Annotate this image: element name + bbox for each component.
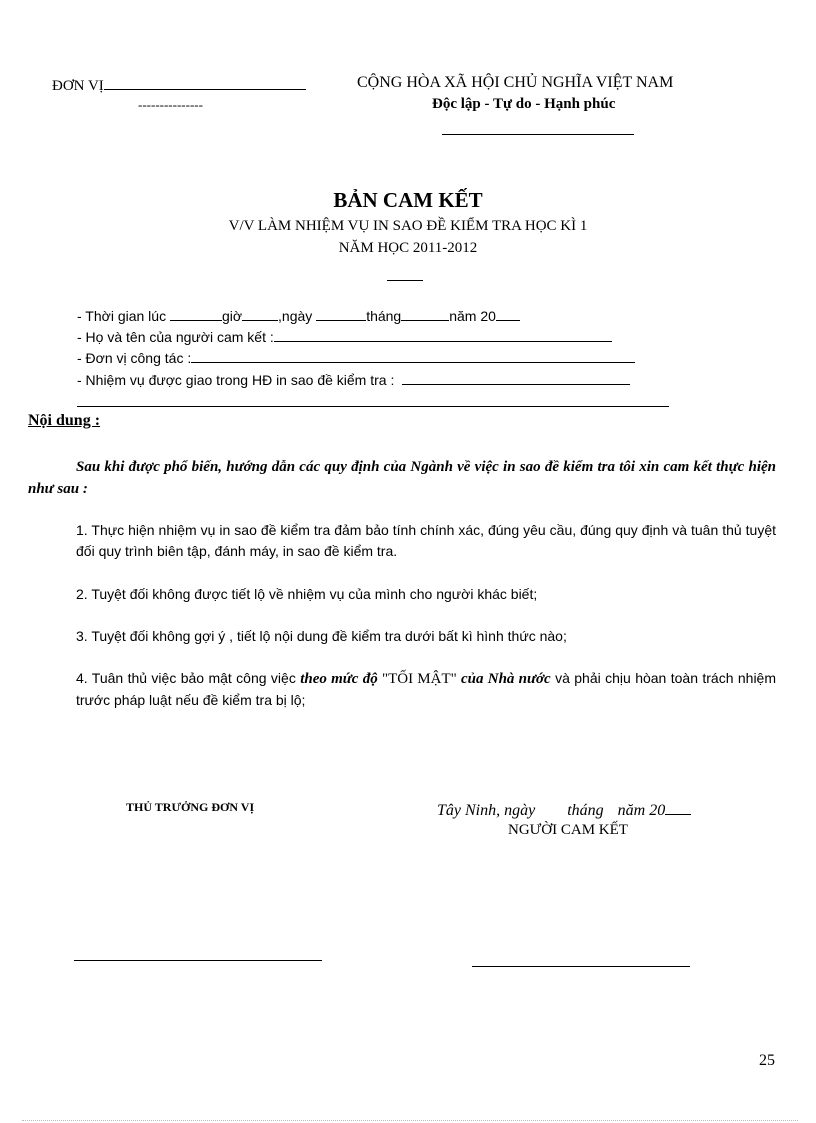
head-of-unit-signature-line[interactable] [74, 960, 322, 961]
commitment-item-1: 1. Thực hiện nhiệm vụ in sao đề kiểm tra đảm bảo tính chính xác, đúng yêu cầu, đúng quy định và tuân thủ tuyệt đối quy trình biên tập, đánh máy, in sao đề kiểm tra. [76, 522, 776, 559]
document-subtitle: V/V LÀM NHIỆM VỤ IN SAO ĐỀ KIỂM TRA HỌC KÌ 1 [228, 218, 588, 234]
day-input[interactable] [316, 306, 366, 321]
duty-field: - Nhiệm vụ được giao trong HĐ in sao đề kiểm tra : [77, 370, 630, 388]
time-field: - Thời gian lúc giờ ,ngày tháng năm 20 [77, 306, 520, 324]
unit-dashes: --------------- [138, 97, 203, 112]
workplace-field: - Đơn vị công tác : [77, 348, 635, 366]
duty-input-line2[interactable] [77, 406, 669, 407]
minute-input[interactable] [242, 306, 278, 321]
name-input[interactable] [274, 327, 612, 342]
hour-input[interactable] [170, 306, 222, 321]
content-heading: Nội dung : [28, 412, 101, 429]
head-of-unit-title: THỦ TRƯỞNG ĐƠN VỊ [126, 800, 255, 814]
commitment-item-2: 2. Tuyệt đối không được tiết lộ về nhiệm vụ của mình cho người khác biết; [76, 586, 538, 602]
page-number: 25 [759, 1052, 775, 1069]
document-title: BẢN CAM KẾT [333, 188, 483, 212]
commitment-item-4: 4. Tuân thủ việc bảo mật công việc theo mức độ "TỐI MẬT" của Nhà nước và phải chịu hòan toàn trách nhiệm trước pháp luật nếu đề kiểm tra bị lộ; [76, 670, 777, 708]
committer-signature-line[interactable] [472, 966, 690, 967]
unit-name-blank [104, 75, 306, 90]
school-year: NĂM HỌC 2011-2012 [338, 240, 478, 256]
republic-title: CỘNG HÒA XÃ HỘI CHỦ NGHĨA VIỆT NAM [357, 74, 674, 91]
motto: Độc lập - Tự do - Hạnh phúc [432, 96, 616, 112]
title-divider [387, 280, 423, 281]
intro-paragraph: Sau khi được phổ biến, hướng dẫn các quy định của Ngành về việc in sao đề kiểm tra tôi xin cam kết thực hiện như sau : [28, 459, 776, 497]
commitment-item-3: 3. Tuyệt đối không gợi ý , tiết lộ nội dung đề kiểm tra dưới bất kì hình thức nào; [76, 628, 567, 644]
sign-year-input[interactable] [665, 800, 691, 815]
motto-underline [442, 134, 634, 135]
page-edge-divider [22, 1120, 798, 1121]
month-input[interactable] [401, 306, 449, 321]
committer-title: NGƯỜI CAM KẾT [508, 822, 628, 838]
year-input[interactable] [496, 306, 520, 321]
name-field: - Họ và tên của người cam kết : [77, 327, 612, 345]
unit-label: ĐƠN VỊ [52, 75, 306, 95]
place-date: Tây Ninh, ngày tháng năm 20 [437, 800, 691, 820]
duty-input[interactable] [402, 370, 630, 385]
workplace-input[interactable] [191, 348, 635, 363]
